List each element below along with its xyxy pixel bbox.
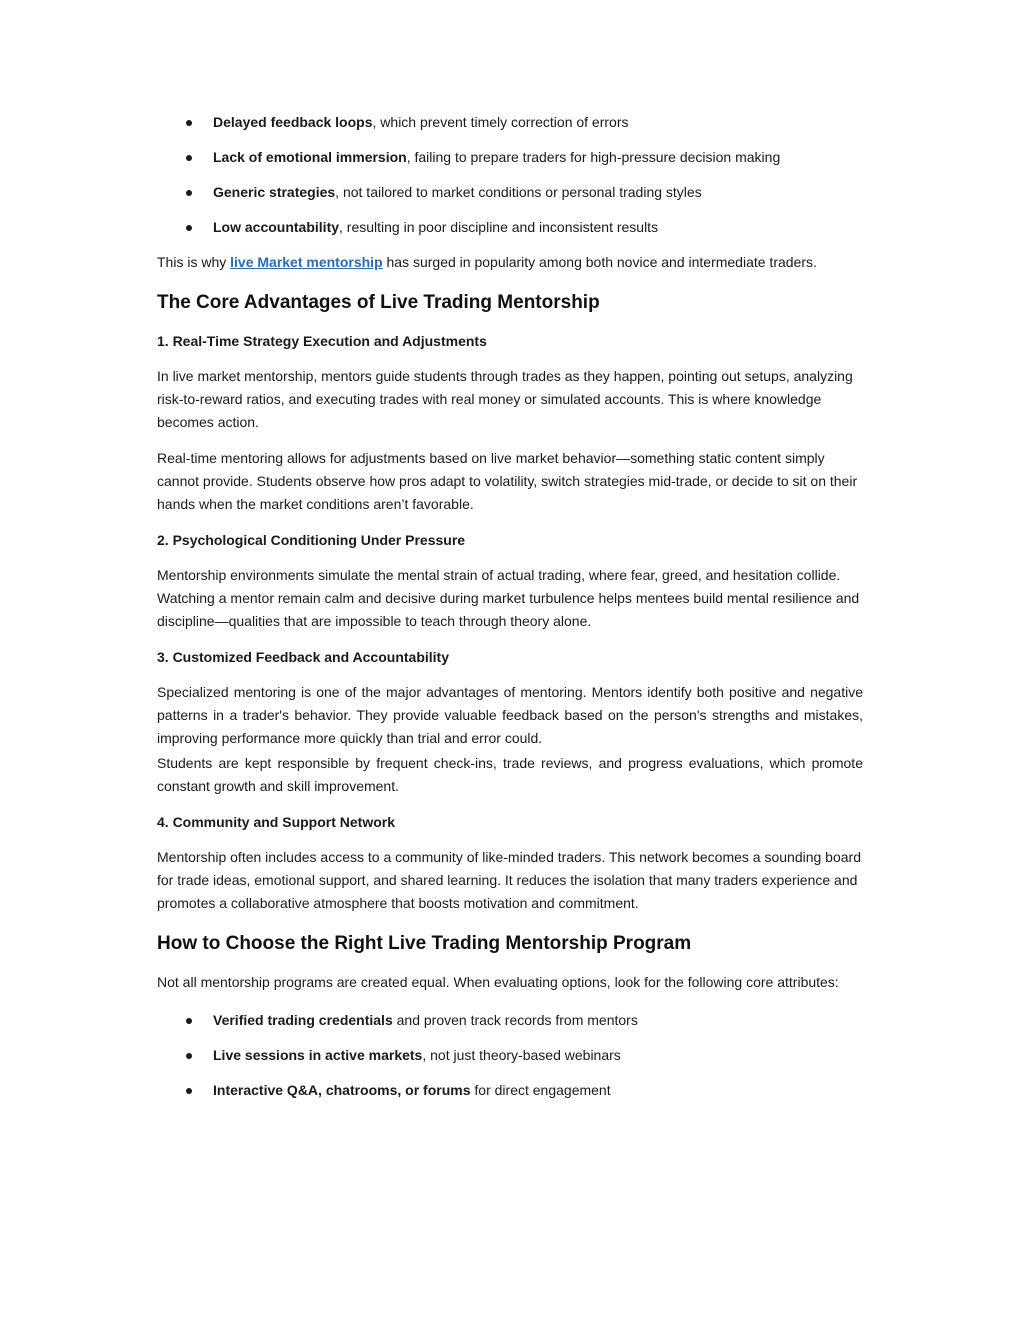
section-heading-advantages: The Core Advantages of Live Trading Mentorship [157,292,600,313]
list-item-bold: Verified trading credentials [213,1012,393,1028]
subheading-realtime: 1. Real-Time Strategy Execution and Adjustments [157,333,487,349]
bullet-icon [186,120,192,126]
list-item-text: , failing to prepare traders for high-pressure decision making [406,149,781,165]
subheading-psychological: 2. Psychological Conditioning Under Pressure [157,532,466,548]
list-item-bold: Generic strategies [213,184,336,200]
list-item-text: , resulting in poor discipline and inconsistent results [339,219,659,235]
list-item [157,1044,863,1067]
paragraph: Students are kept responsible by frequent check-ins, trade reviews, and progress evaluations, which promote constant growth and skill improvement. [157,755,863,794]
paragraph: Real-time mentoring allows for adjustments based on live market behavior—something static content simply cannot provide. Students observe how pros adapt to volatility, switch strategies mid-trade, or decide to sit on their hands when the market conditions aren’t favorable. [157,450,858,512]
list-item [157,111,863,134]
paragraph: In live market mentorship, mentors guide students through trades as they happen, pointing out setups, analyzing risk-to-reward ratios, and executing trades with real money or simulated accounts. This is where knowledge becomes action. [157,368,853,430]
list-item [157,216,863,239]
intro-after: has surged in popularity among both novice and intermediate traders. [382,254,817,270]
bullet-icon [186,225,192,231]
document-page [157,111,863,1114]
list-item-bold: Live sessions in active markets [213,1047,423,1063]
bullet-icon [186,1088,192,1094]
list-item [157,146,863,169]
list-item [157,1009,863,1032]
list-item-bold: Lack of emotional immersion [213,149,407,165]
list-item-text: , which prevent timely correction of errors [372,114,629,130]
list-item-bold: Low accountability [213,219,340,235]
attributes-list [157,1009,863,1102]
live-market-mentorship-link[interactable]: live Market mentorship [230,254,383,270]
bullet-icon [186,155,192,161]
list-item-text: and proven track records from mentors [392,1012,638,1028]
list-item-bold: Delayed feedback loops [213,114,373,130]
paragraph: Specialized mentoring is one of the major advantages of mentoring. Mentors identify both positive and negative patterns in a trader's behavior. They provide valuable feedback based on the person's strengths and mistakes, improving performance more quickly than trial and error could. [157,684,863,746]
list-item-text: , not just theory-based webinars [422,1047,621,1063]
bullet-icon [186,1018,192,1024]
paragraph: Not all mentorship programs are created equal. When evaluating options, look for the following core attributes: [157,974,839,990]
intro-paragraph [157,251,863,274]
bullet-icon [186,1053,192,1059]
list-item [157,181,863,204]
bullet-icon [186,190,192,196]
list-item-bold: Interactive Q&A, chatrooms, or forums [213,1082,471,1098]
paragraph: Mentorship environments simulate the mental strain of actual trading, where fear, greed, and hesitation collide. Watching a mentor remain calm and decisive during market turbulence helps mentees build mental resilience and discipline—qualities that are impossible to teach through theory alone. [157,567,860,629]
section-heading-choose: How to Choose the Right Live Trading Mentorship Program [157,933,692,954]
challenges-list [157,111,863,239]
list-item-text: , not tailored to market conditions or personal trading styles [335,184,702,200]
subheading-feedback: 3. Customized Feedback and Accountability [157,649,449,665]
intro-before: This is why [157,254,231,270]
paragraph: Mentorship often includes access to a community of like-minded traders. This network becomes a sounding board for trade ideas, emotional support, and shared learning. It reduces the isolation that many traders experience and promotes a collaborative atmosphere that boosts motivation and commitment. [157,849,861,911]
list-item [157,1079,863,1102]
subheading-community: 4. Community and Support Network [157,814,396,830]
list-item-text: for direct engagement [470,1082,611,1098]
